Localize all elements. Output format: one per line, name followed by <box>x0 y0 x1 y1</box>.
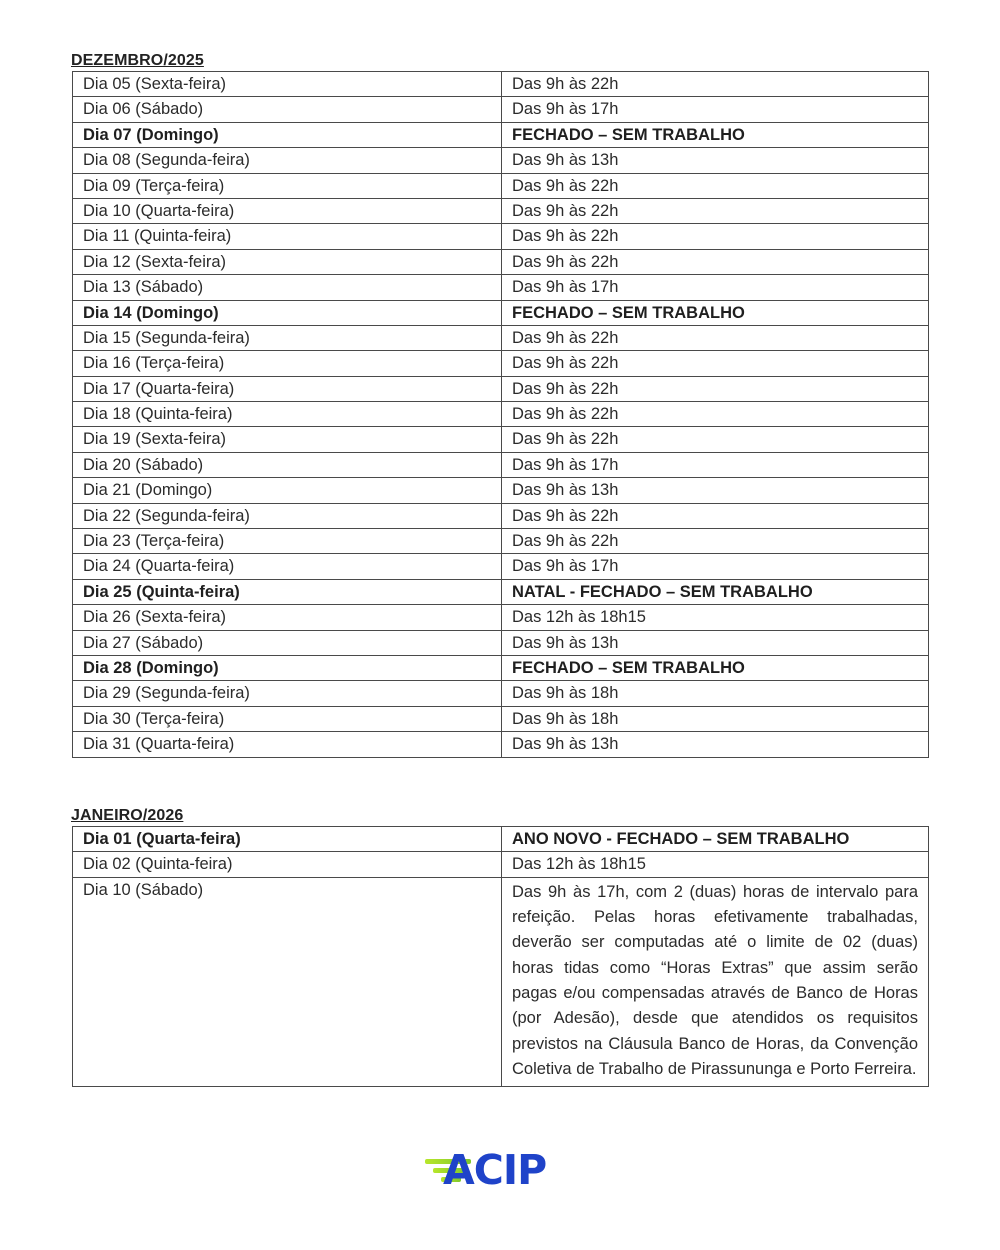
schedule-row <box>73 827 929 852</box>
schedule-row <box>73 852 929 877</box>
hours-cell: FECHADO – SEM TRABALHO <box>502 122 929 147</box>
day-cell: Dia 25 (Quinta-feira) <box>73 579 502 604</box>
day-cell: Dia 13 (Sábado) <box>73 275 502 300</box>
hours-cell: Das 12h às 18h15 <box>502 852 929 877</box>
day-cell: Dia 11 (Quinta-feira) <box>73 224 502 249</box>
schedule-row <box>73 122 929 147</box>
hours-cell: Das 9h às 17h <box>502 452 929 477</box>
hours-cell: Das 9h às 17h <box>502 97 929 122</box>
schedule-row <box>73 554 929 579</box>
hours-cell: Das 9h às 22h <box>502 427 929 452</box>
schedule-row <box>73 173 929 198</box>
day-cell: Dia 28 (Domingo) <box>73 655 502 680</box>
schedule-row <box>73 630 929 655</box>
december-schedule-table <box>72 71 929 758</box>
hours-cell: FECHADO – SEM TRABALHO <box>502 300 929 325</box>
schedule-row <box>73 198 929 223</box>
schedule-row <box>73 249 929 274</box>
january-rows <box>73 827 929 1087</box>
day-cell: Dia 02 (Quinta-feira) <box>73 852 502 877</box>
day-cell: Dia 27 (Sábado) <box>73 630 502 655</box>
hours-cell: Das 9h às 18h <box>502 681 929 706</box>
hours-cell: Das 9h às 22h <box>502 198 929 223</box>
day-cell: Dia 09 (Terça-feira) <box>73 173 502 198</box>
hours-cell: Das 12h às 18h15 <box>502 605 929 630</box>
schedule-row <box>73 452 929 477</box>
schedule-row <box>73 427 929 452</box>
hours-cell: Das 9h às 22h <box>502 325 929 350</box>
hours-cell: Das 9h às 22h <box>502 224 929 249</box>
schedule-row <box>73 300 929 325</box>
day-cell: Dia 20 (Sábado) <box>73 452 502 477</box>
day-cell: Dia 06 (Sábado) <box>73 97 502 122</box>
schedule-row <box>73 681 929 706</box>
day-cell: Dia 10 (Quarta-feira) <box>73 198 502 223</box>
day-cell: Dia 17 (Quarta-feira) <box>73 376 502 401</box>
schedule-row <box>73 224 929 249</box>
hours-cell: Das 9h às 22h <box>502 529 929 554</box>
day-cell: Dia 24 (Quarta-feira) <box>73 554 502 579</box>
schedule-row <box>73 97 929 122</box>
hours-cell: Das 9h às 13h <box>502 630 929 655</box>
day-cell: Dia 23 (Terça-feira) <box>73 529 502 554</box>
day-cell: Dia 07 (Domingo) <box>73 122 502 147</box>
hours-cell: Das 9h às 18h <box>502 706 929 731</box>
schedule-row <box>73 325 929 350</box>
day-cell: Dia 10 (Sábado) <box>73 877 502 1086</box>
hours-cell: Das 9h às 17h, com 2 (duas) horas de intervalo para refeição. Pelas horas efetivamente trabalhadas, deverão ser computadas até o limite de 02 (duas) horas tidas como “Horas Extras” que assim serão pagas e/ou compensadas através de Banco de Horas (por Adesão), desde que atendidos os requisitos previstos na Cláusula Banco de Horas, da Convenção Coletiva de Trabalho de Pirassununga e Porto Ferreira. <box>502 877 929 1086</box>
january-schedule-table <box>72 826 929 1087</box>
day-cell: Dia 12 (Sexta-feira) <box>73 249 502 274</box>
day-cell: Dia 21 (Domingo) <box>73 478 502 503</box>
day-cell: Dia 16 (Terça-feira) <box>73 351 502 376</box>
schedule-row <box>73 351 929 376</box>
day-cell: Dia 31 (Quarta-feira) <box>73 732 502 757</box>
hours-cell: ANO NOVO - FECHADO – SEM TRABALHO <box>502 827 929 852</box>
hours-cell: Das 9h às 22h <box>502 351 929 376</box>
december-rows <box>73 72 929 758</box>
day-cell: Dia 08 (Segunda-feira) <box>73 148 502 173</box>
january-title: JANEIRO/2026 <box>71 807 184 824</box>
logo-text: ACIP <box>443 1146 547 1194</box>
day-cell: Dia 22 (Segunda-feira) <box>73 503 502 528</box>
hours-cell: Das 9h às 22h <box>502 173 929 198</box>
day-cell: Dia 26 (Sexta-feira) <box>73 605 502 630</box>
hours-cell: Das 9h às 22h <box>502 72 929 97</box>
acip-logo <box>425 1146 575 1195</box>
schedule-row <box>73 148 929 173</box>
hours-cell: FECHADO – SEM TRABALHO <box>502 655 929 680</box>
day-cell: Dia 01 (Quarta-feira) <box>73 827 502 852</box>
hours-cell: Das 9h às 22h <box>502 402 929 427</box>
schedule-row <box>73 503 929 528</box>
day-cell: Dia 14 (Domingo) <box>73 300 502 325</box>
day-cell: Dia 19 (Sexta-feira) <box>73 427 502 452</box>
schedule-row <box>73 478 929 503</box>
day-cell: Dia 30 (Terça-feira) <box>73 706 502 731</box>
hours-cell: Das 9h às 17h <box>502 275 929 300</box>
schedule-row <box>73 877 929 1086</box>
schedule-row <box>73 655 929 680</box>
schedule-row <box>73 72 929 97</box>
hours-cell: Das 9h às 13h <box>502 478 929 503</box>
schedule-row <box>73 402 929 427</box>
schedule-row <box>73 529 929 554</box>
december-title: DEZEMBRO/2025 <box>71 52 204 69</box>
hours-cell: NATAL - FECHADO – SEM TRABALHO <box>502 579 929 604</box>
hours-cell: Das 9h às 22h <box>502 249 929 274</box>
day-cell: Dia 15 (Segunda-feira) <box>73 325 502 350</box>
hours-cell: Das 9h às 22h <box>502 503 929 528</box>
hours-cell: Das 9h às 22h <box>502 376 929 401</box>
day-cell: Dia 29 (Segunda-feira) <box>73 681 502 706</box>
hours-cell: Das 9h às 17h <box>502 554 929 579</box>
schedule-row <box>73 732 929 757</box>
day-cell: Dia 05 (Sexta-feira) <box>73 72 502 97</box>
schedule-row <box>73 605 929 630</box>
hours-cell: Das 9h às 13h <box>502 732 929 757</box>
schedule-row <box>73 579 929 604</box>
schedule-row <box>73 706 929 731</box>
day-cell: Dia 18 (Quinta-feira) <box>73 402 502 427</box>
hours-cell: Das 9h às 13h <box>502 148 929 173</box>
schedule-row <box>73 376 929 401</box>
schedule-row <box>73 275 929 300</box>
